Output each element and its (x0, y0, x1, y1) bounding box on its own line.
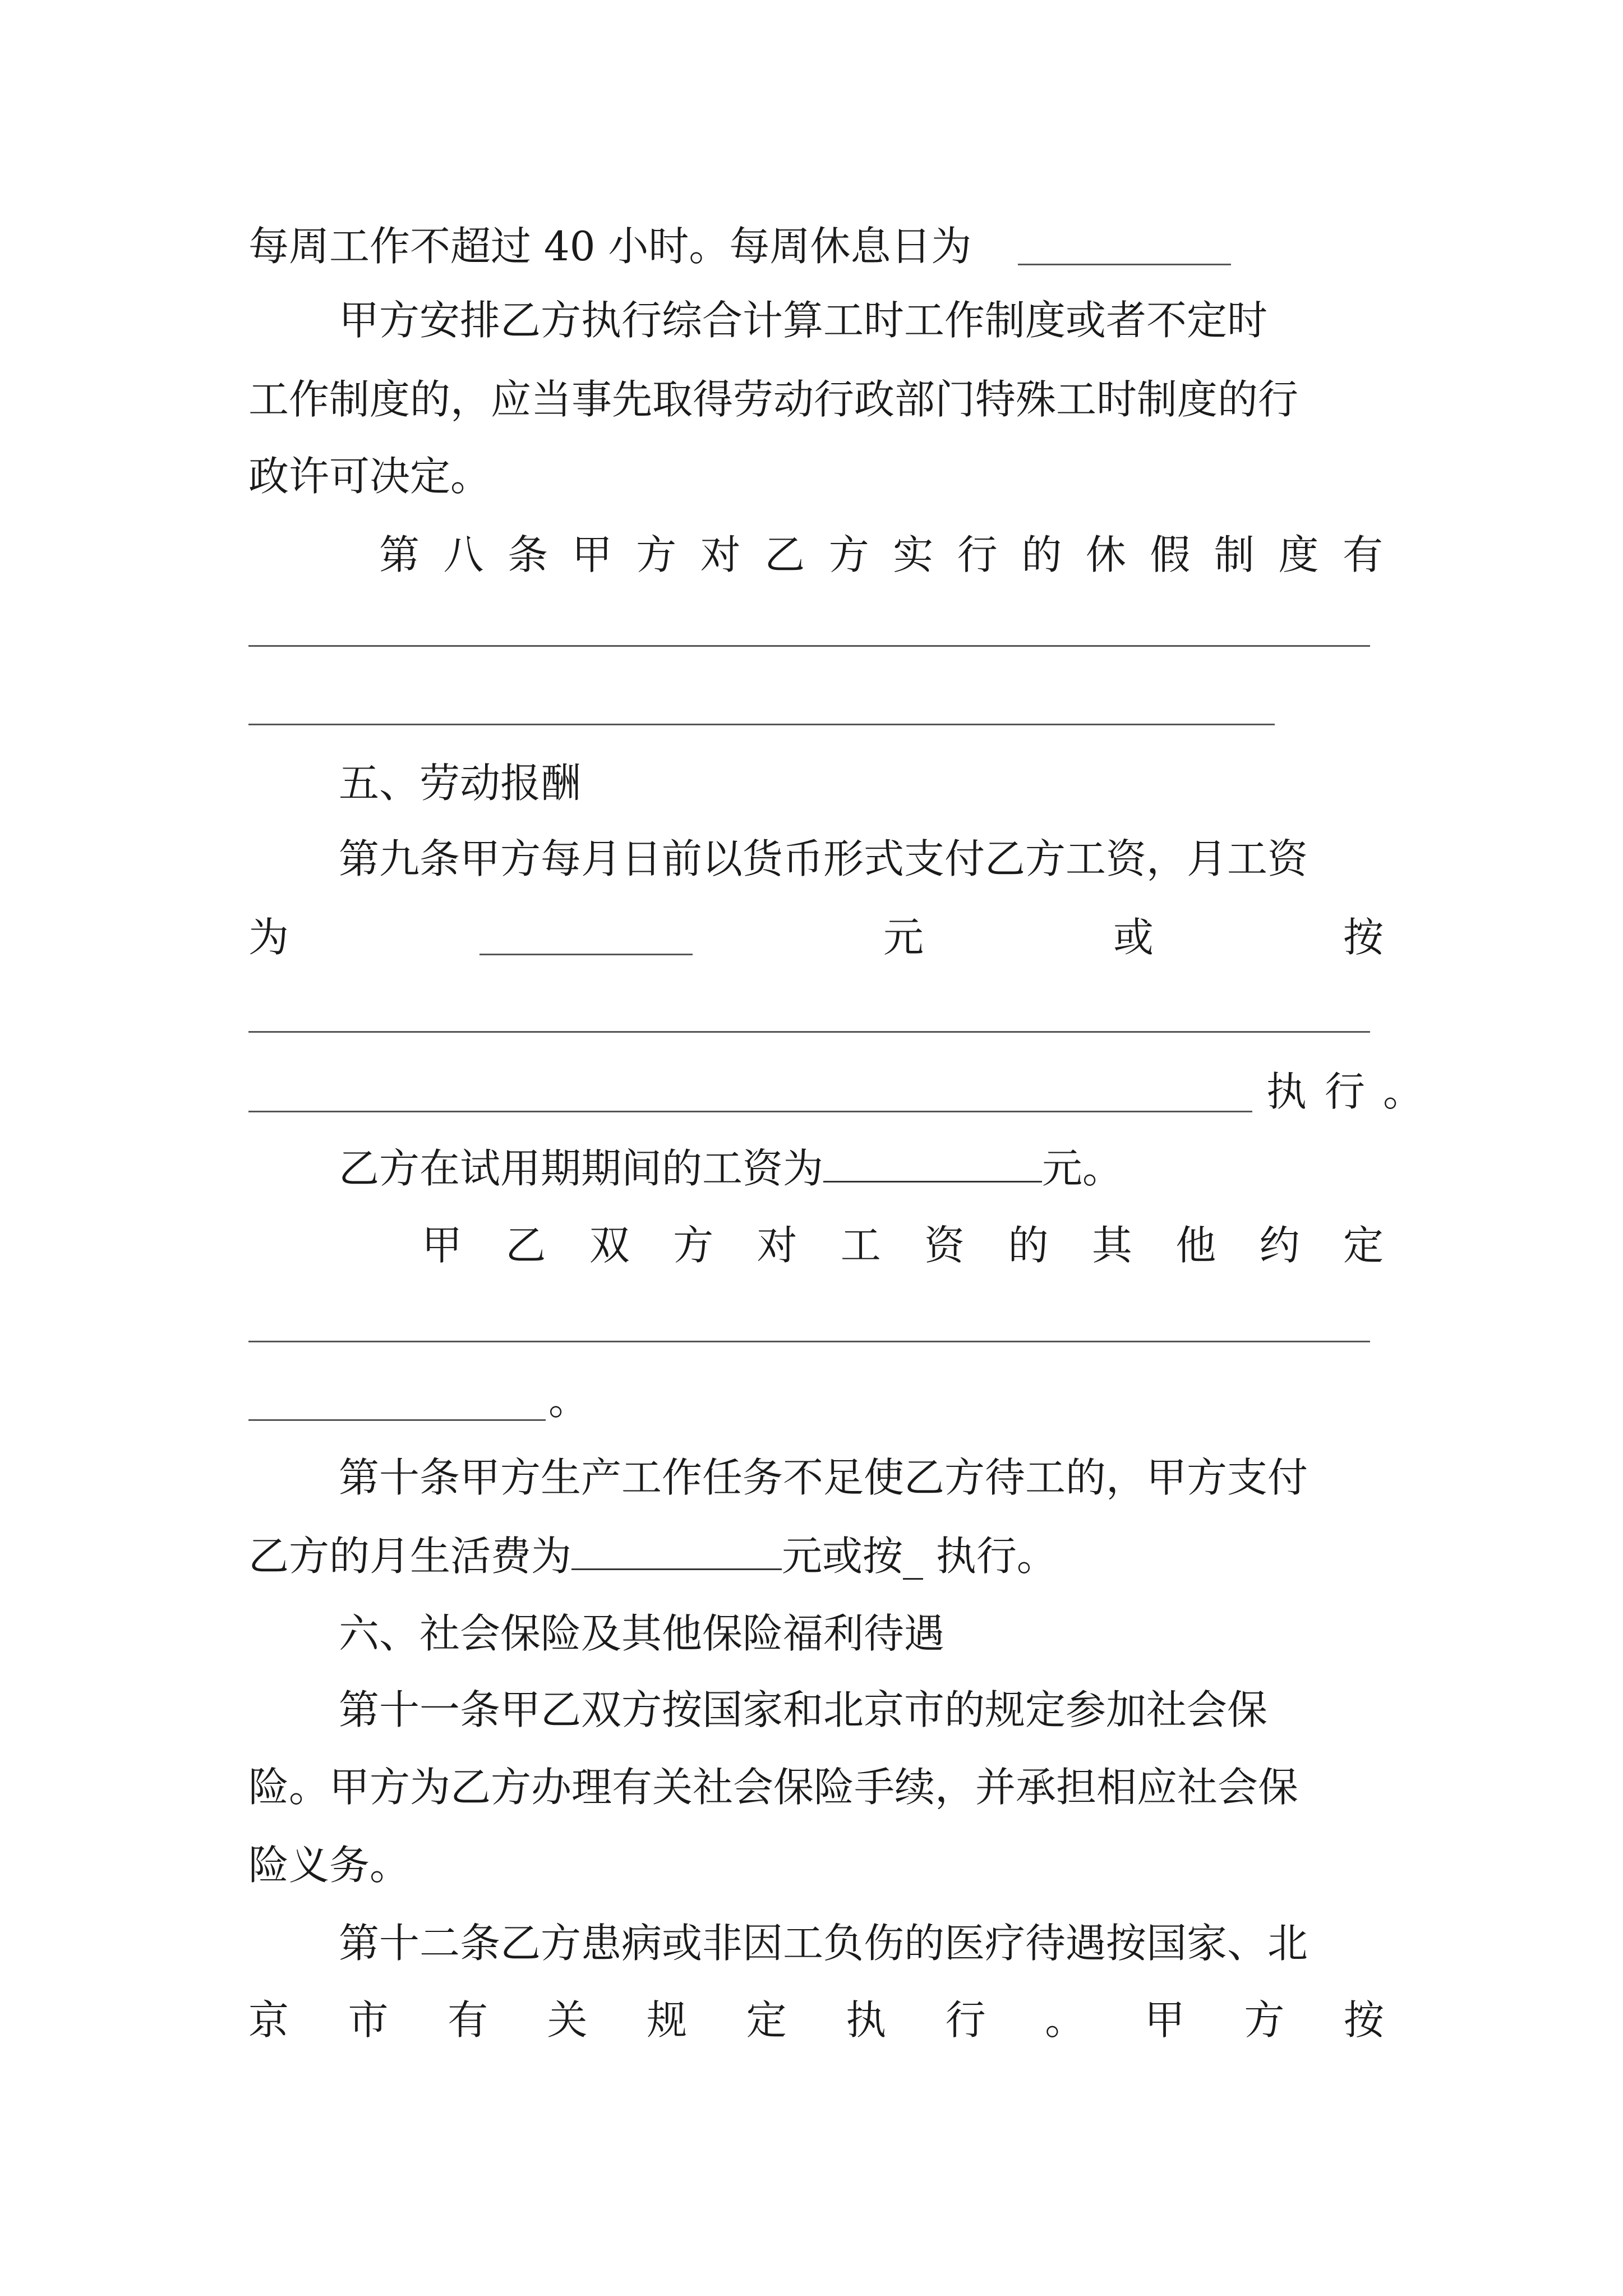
section-heading: 六、社会保险及其他保险福利待遇 (339, 1610, 945, 1657)
char: 乙 (505, 1222, 546, 1269)
text: 乙方在试用期期间的工资为 (339, 1145, 824, 1192)
fill-in-line (248, 645, 1370, 647)
char: 实 (893, 531, 934, 578)
char: 甲 (1144, 1996, 1185, 2044)
char: 制 (1214, 531, 1255, 578)
text: 元或按_ 执行。 (782, 1533, 1057, 1580)
fill-in-line (248, 1111, 1252, 1112)
text: 为 (248, 914, 289, 961)
char: 执 (846, 1996, 887, 2044)
char: 方 (828, 531, 869, 578)
char: 其 (1091, 1222, 1132, 1269)
section-heading: 五、劳动报酬 (339, 760, 582, 807)
char: 有 (448, 1996, 488, 2044)
text: 。 (1383, 1068, 1424, 1115)
char: 关 (547, 1996, 588, 2044)
text-line: 第十条甲方生产工作任务不足使乙方待工的，甲方支付 (339, 1454, 1308, 1501)
char: 假 (1150, 531, 1191, 578)
char: 按 (1343, 1996, 1384, 2044)
char: 度 (1278, 531, 1319, 578)
text: 元 (883, 914, 924, 961)
char: 八 (443, 531, 484, 578)
char: 方 (1244, 1996, 1285, 2044)
char: 行 (945, 1996, 986, 2044)
text-line: 险义务。 (248, 1842, 411, 1889)
char: 的 (1008, 1222, 1049, 1269)
fill-in-blank (571, 1535, 782, 1570)
text: 元。 (1042, 1145, 1123, 1192)
fill-in-blank (823, 1147, 1042, 1182)
char: 甲 (422, 1222, 463, 1269)
text: 。 (548, 1377, 589, 1424)
char: 方 (636, 531, 677, 578)
char: 市 (348, 1996, 389, 2044)
char: 行 (957, 531, 998, 578)
char: 工 (840, 1222, 881, 1269)
char: 京 (248, 1996, 289, 2044)
text-line: 政许可决定。 (248, 453, 491, 500)
char: 对 (700, 531, 741, 578)
fill-in-blank (479, 954, 693, 955)
text-line (248, 223, 972, 270)
char: 规 (647, 1996, 688, 2044)
char: 对 (757, 1222, 797, 1269)
spread-text-line (248, 1996, 1384, 2044)
text: 按 (1343, 914, 1384, 961)
char: 。 (1045, 1996, 1086, 2044)
char: 定 (746, 1996, 787, 2044)
char: 有 (1342, 531, 1383, 578)
spread-text-line (422, 1222, 1384, 1269)
char: 他 (1175, 1222, 1216, 1269)
char: 乙 (764, 531, 805, 578)
text-line: 工作制度的，应当事先取得劳动行政部门特殊工时制度的行 (248, 376, 1299, 423)
char: 方 (673, 1222, 714, 1269)
fill-in-line (248, 1341, 1370, 1342)
fill-in-line (248, 724, 1275, 725)
text: 乙方的月生活费为 (248, 1533, 572, 1580)
text-line (339, 1145, 1123, 1192)
text-line: 甲方安排乙方执行综合计算工时工作制度或者不定时 (339, 297, 1268, 344)
text-line (248, 1533, 1057, 1580)
char: 的 (1021, 531, 1062, 578)
char: 资 (924, 1222, 965, 1269)
char: 双 (589, 1222, 630, 1269)
char: 甲 (571, 531, 612, 578)
text: 每周工作不超过 40 小时。每周休息日为 (248, 223, 972, 270)
char: 约 (1259, 1222, 1300, 1269)
char: 休 (1085, 531, 1126, 578)
char: 第 (379, 531, 420, 578)
text-line: 第十一条甲乙双方按国家和北京市的规定参加社会保 (339, 1686, 1268, 1733)
spread-text-line (379, 531, 1383, 578)
fill-in-blank (248, 1419, 546, 1421)
text-line: 第九条甲方每月日前以货币形式支付乙方工资，月工资 (339, 835, 1308, 882)
fill-in-blank (1018, 264, 1231, 265)
text-line: 第十二条乙方患病或非因工负伤的医疗待遇按国家、北 (339, 1920, 1308, 1967)
fill-in-line (248, 1031, 1370, 1033)
char: 条 (508, 531, 548, 578)
text: 执 (1266, 1068, 1307, 1115)
text: 行 (1325, 1068, 1366, 1115)
char: 定 (1343, 1222, 1384, 1269)
text: 或 (1113, 914, 1154, 961)
text-line: 险。甲方为乙方办理有关社会保险手续，并承担相应社会保 (248, 1764, 1299, 1811)
